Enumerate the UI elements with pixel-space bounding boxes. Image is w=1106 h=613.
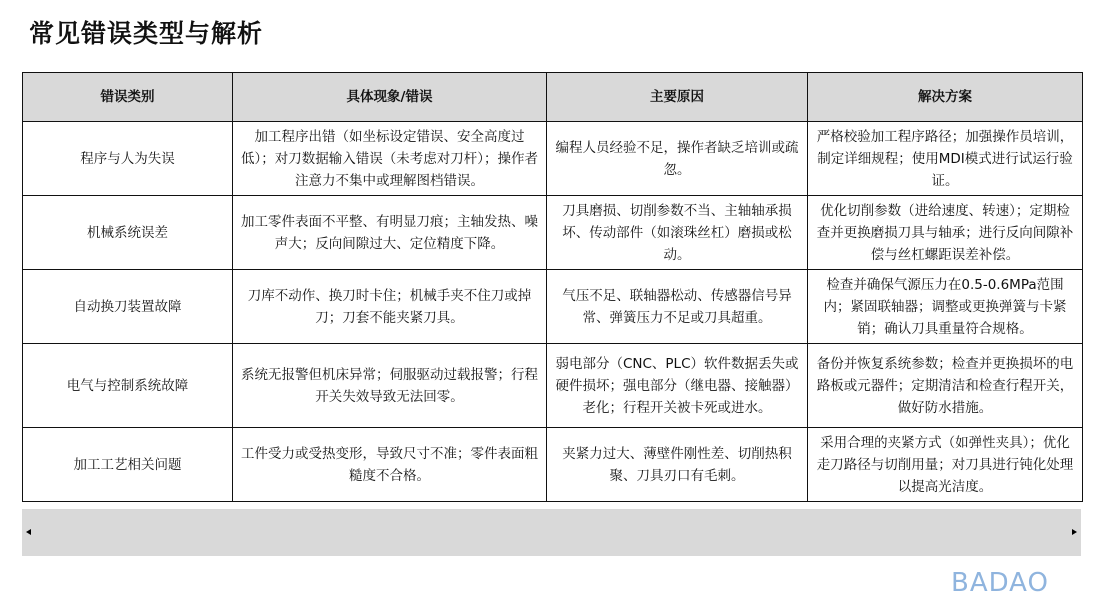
scroll-left-arrow-icon[interactable] — [26, 529, 31, 535]
table-row — [23, 196, 1083, 270]
cell-cause: 编程人员经验不足，操作者缺乏培训或疏忽。 — [547, 122, 808, 196]
cell-cause: 刀具磨损、切削参数不当、主轴轴承损坏、传动部件（如滚珠丝杠）磨损或松动。 — [547, 196, 808, 270]
table-row — [23, 122, 1083, 196]
scroll-right-arrow-icon[interactable] — [1072, 529, 1077, 535]
header-symptom: 具体现象/错误 — [233, 73, 547, 122]
table-row — [23, 344, 1083, 428]
table-header-row — [23, 73, 1083, 122]
watermark-logo: BADAO — [951, 568, 1049, 598]
page-title: 常见错误类型与解析 — [29, 19, 264, 48]
header-cause: 主要原因 — [547, 73, 808, 122]
cell-solution: 严格校验加工程序路径；加强操作员培训，制定详细规程；使用MDI模式进行试运行验证。 — [808, 122, 1083, 196]
table-row — [23, 270, 1083, 344]
error-types-table — [22, 72, 1083, 502]
table-row — [23, 428, 1083, 502]
cell-solution: 检查并确保气源压力在0.5-0.6MPa范围内；紧固联轴器；调整或更换弹簧与卡紧销；确认刀具重量符合规格。 — [808, 270, 1083, 344]
header-solution: 解决方案 — [808, 73, 1083, 122]
header-category: 错误类别 — [23, 73, 233, 122]
cell-solution: 采用合理的夹紧方式（如弹性夹具）；优化走刀路径与切削用量；对刀具进行钝化处理以提高光洁度。 — [808, 428, 1083, 502]
cell-cause: 弱电部分（CNC、PLC）软件数据丢失或硬件损坏；强电部分（继电器、接触器）老化；行程开关被卡死或进水。 — [547, 344, 808, 428]
cell-category: 电气与控制系统故障 — [23, 344, 233, 428]
cell-symptom: 刀库不动作、换刀时卡住；机械手夹不住刀或掉刀；刀套不能夹紧刀具。 — [233, 270, 547, 344]
cell-category: 机械系统误差 — [23, 196, 233, 270]
cell-symptom: 加工零件表面不平整、有明显刀痕；主轴发热、噪声大；反向间隙过大、定位精度下降。 — [233, 196, 547, 270]
cell-symptom: 加工程序出错（如坐标设定错误、安全高度过低）；对刀数据输入错误（未考虑对刀杆）；操作者注意力不集中或理解图档错误。 — [233, 122, 547, 196]
cell-cause: 气压不足、联轴器松动、传感器信号异常、弹簧压力不足或刀具超重。 — [547, 270, 808, 344]
cell-category: 加工工艺相关问题 — [23, 428, 233, 502]
cell-category: 程序与人为失误 — [23, 122, 233, 196]
cell-cause: 夹紧力过大、薄壁件刚性差、切削热积聚、刀具刃口有毛刺。 — [547, 428, 808, 502]
cell-symptom: 系统无报警但机床异常；伺服驱动过载报警；行程开关失效导致无法回零。 — [233, 344, 547, 428]
cell-category: 自动换刀装置故障 — [23, 270, 233, 344]
cell-solution: 备份并恢复系统参数；检查并更换损坏的电路板或元器件；定期清洁和检查行程开关，做好防水措施。 — [808, 344, 1083, 428]
cell-symptom: 工件受力或受热变形，导致尺寸不准；零件表面粗糙度不合格。 — [233, 428, 547, 502]
horizontal-scrollbar[interactable] — [22, 509, 1081, 556]
cell-solution: 优化切削参数（进给速度、转速）；定期检查并更换磨损刀具与轴承；进行反向间隙补偿与丝杠螺距误差补偿。 — [808, 196, 1083, 270]
